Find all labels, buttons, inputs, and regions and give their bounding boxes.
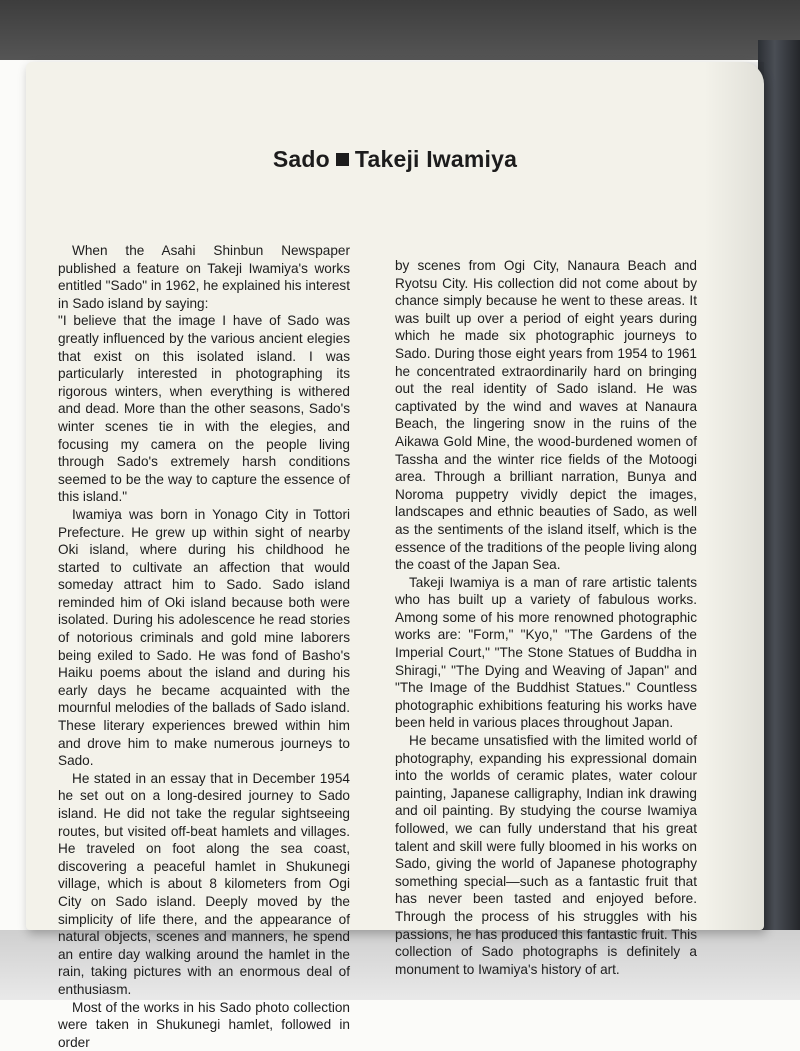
book-page — [26, 62, 764, 1050]
paragraph: He stated in an essay that in December 1954 he set out on a long-desired journey to Sado island. He did not take the regular sightseeing routes, but visited off-beat hamlets and villages. He traveled on foot along the sea coast, discovering a peaceful hamlet in Shukunegi village, which is about 8 kilometers from Ogi City on Sado island. Deeply moved by the simplicity of life there, and the appearance of natural objects, scenes and manners, he spend an entire day walking around the hamlet in the rain, taking pictures with an enormous deal of enthusiasm. — [58, 770, 350, 997]
title-right: Takeji Iwamiya — [354, 146, 518, 172]
page-title — [26, 146, 764, 173]
right-column — [395, 257, 697, 978]
paragraph-quote: "I believe that the image I have of Sado was greatly influenced by the various ancient elegies that exist on this isolated island. I was particularly interested in photographing its rigorous winters, when everything is withered and dead. More than the other seasons, Sado's winter scenes tie in with the elegies, and focusing my camera on the people living through Sado's extremely harsh conditions seemed to be the way to capture the essence of this island." — [58, 313, 350, 505]
paragraph: Takeji Iwamiya is a man of rare artistic talents who has built up a variety of fabulous works. Among some of his more renowned photographic works are: "Form," "Kyo," "The Gardens of the Imperial Court," "The Stone Statues of Buddha in Shiragi," "The Dying and Weaving of Japan" and "The Image of the Buddhist Statues." Countless photographic exhibitions featuring his works have been held in various places throughout Japan. — [395, 574, 697, 731]
left-column — [58, 242, 350, 1051]
paragraph: Iwamiya was born in Yonago City in Tottori Prefecture. He grew up within sight of nearby Oki island, where during his childhood he started to cultivate an affection that would someday attract him to Sado. Sado island reminded him of Oki island because both were isolated. During his adolescence he read stories of notorious criminals and gold mine laborers being exiled to Sado. He was fond of Basho's Haiku poems about the island and during his early days he became acquainted with the mournful melodies of the ballads of Sado island. These literary experiences brewed within him and drove him to make numerous journeys to Sado. — [58, 506, 350, 769]
background-dark — [0, 0, 800, 60]
square-bullet-icon — [336, 153, 349, 166]
page-shadow — [704, 62, 764, 930]
paragraph: He became unsatisfied with the limited world of photography, expanding his expressional domain into the worlds of ceramic plates, water colour painting, Japanese calligraphy, Indian ink drawing and oil painting. By studying the course Iwamiya followed, we can fully understand that his great talent and skill were fully bloomed in his works on Sado, giving the world of Japanese photography something special—such as a fantastic fruit that has never been tasted and enjoyed before. Through the process of his struggles with his passions, he has produced this fantastic fruit. This collection of Sado photographs is definitely a monument to Iwamiya's history of art. — [395, 733, 697, 977]
book-cover-edge — [758, 40, 800, 940]
paragraph: by scenes from Ogi City, Nanaura Beach and Ryotsu City. His collection did not come about by chance simply because he went to these areas. It was built up over a period of eight years during which he made six photographic journeys to Sado. During those eight years from 1954 to 1961 he concentrated extraordinarily hard on bringing out the real identity of Sado island. He was captivated by the wind and waves at Nanaura Beach, the lingering snow in the ruins of the Aikawa Gold Mine, the wood-burdened women of Tassha and the winter rice fields of the Motoogi area. Through a brilliant narration, Bunya and Noroma puppetry vividly depict the images, landscapes and ethnic beauties of Sado, as well as the sentiments of the island itself, which is the essence of the traditions of the people living along the coast of the Japan Sea. — [395, 258, 697, 573]
title-left: Sado — [272, 146, 330, 172]
paragraph: When the Asahi Shinbun Newspaper published a feature on Takeji Iwamiya's works entitled "Sado" in 1962, he explained his interest in Sado island by saying: — [58, 243, 350, 311]
paragraph: Most of the works in his Sado photo collection were taken in Shukunegi hamlet, followed in order — [58, 999, 350, 1050]
